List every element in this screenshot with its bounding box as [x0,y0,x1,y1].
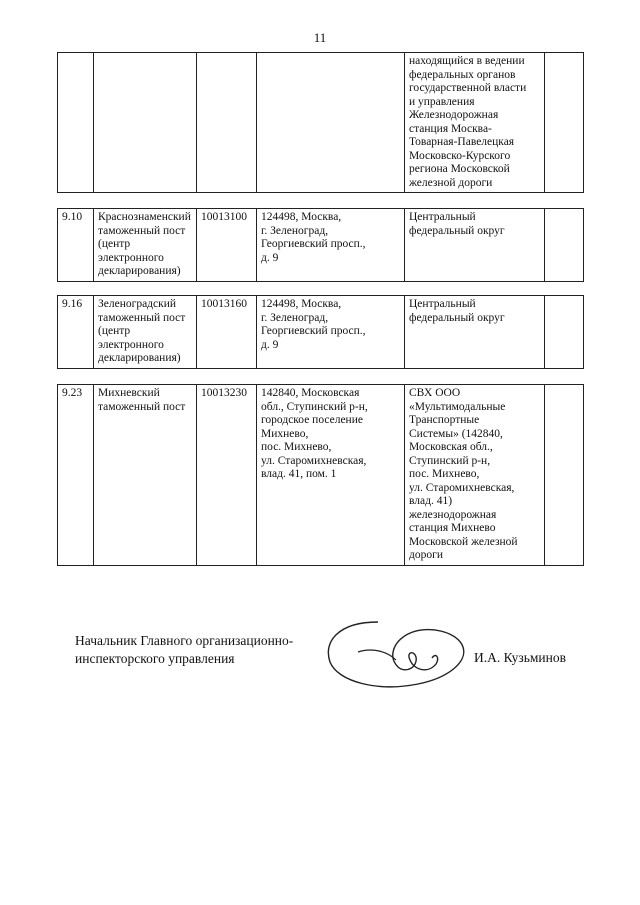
handwritten-signature [318,612,478,702]
cell-place: Центральный федеральный округ [405,296,545,369]
cell-num: 9.10 [58,209,94,282]
cell-address [257,53,405,193]
table-row [58,53,584,193]
signer-position: Начальник Главного организационно- инспекторского управления [75,633,294,666]
table-row-9-23 [57,384,584,566]
table-row [58,385,584,566]
cell-empty [545,385,584,566]
cell-address: 142840, Московская обл., Ступинский р-н, городское поселение Михнево, пос. Михнево, ул. Старомихневская, влад. 41, пом. 1 [257,385,405,566]
cell-name: Краснознаменский таможенный пост (центр электронного декларирования) [94,209,197,282]
cell-place: СВХ ООО «Мультимодальные Транспортные Системы» (142840, Московская обл., Ступинский р-н, пос. Михнево, ул. Старомихневская, влад. 41) железнодорожная станция Михнево Московской железной дороги [405,385,545,566]
table-continuation [57,52,584,193]
cell-empty [545,53,584,193]
cell-place: находящийся в ведении федеральных органов государственной власти и управления Железнодорожная станция Москва- Товарная-Павелецкая Московско-Курского региона Московской железной дороги [405,53,545,193]
cell-empty [545,209,584,282]
table-row [58,209,584,282]
table-row-9-16 [57,295,584,369]
cell-num: 9.23 [58,385,94,566]
cell-code: 10013230 [197,385,257,566]
table-row [58,296,584,369]
cell-code: 10013100 [197,209,257,282]
cell-name: Михневский таможенный пост [94,385,197,566]
cell-num: 9.16 [58,296,94,369]
cell-code: 10013160 [197,296,257,369]
signer-name: И.А. Кузьминов [474,650,566,665]
cell-code [197,53,257,193]
cell-empty [545,296,584,369]
cell-num [58,53,94,193]
cell-name: Зеленоградский таможенный пост (центр электронного декларирования) [94,296,197,369]
cell-place: Центральный федеральный округ [405,209,545,282]
cell-address: 124498, Москва, г. Зеленоград, Георгиевский просп., д. 9 [257,209,405,282]
cell-name [94,53,197,193]
page-number: 11 [313,30,327,45]
table-row-9-10 [57,208,584,282]
cell-address: 124498, Москва, г. Зеленоград, Георгиевский просп., д. 9 [257,296,405,369]
